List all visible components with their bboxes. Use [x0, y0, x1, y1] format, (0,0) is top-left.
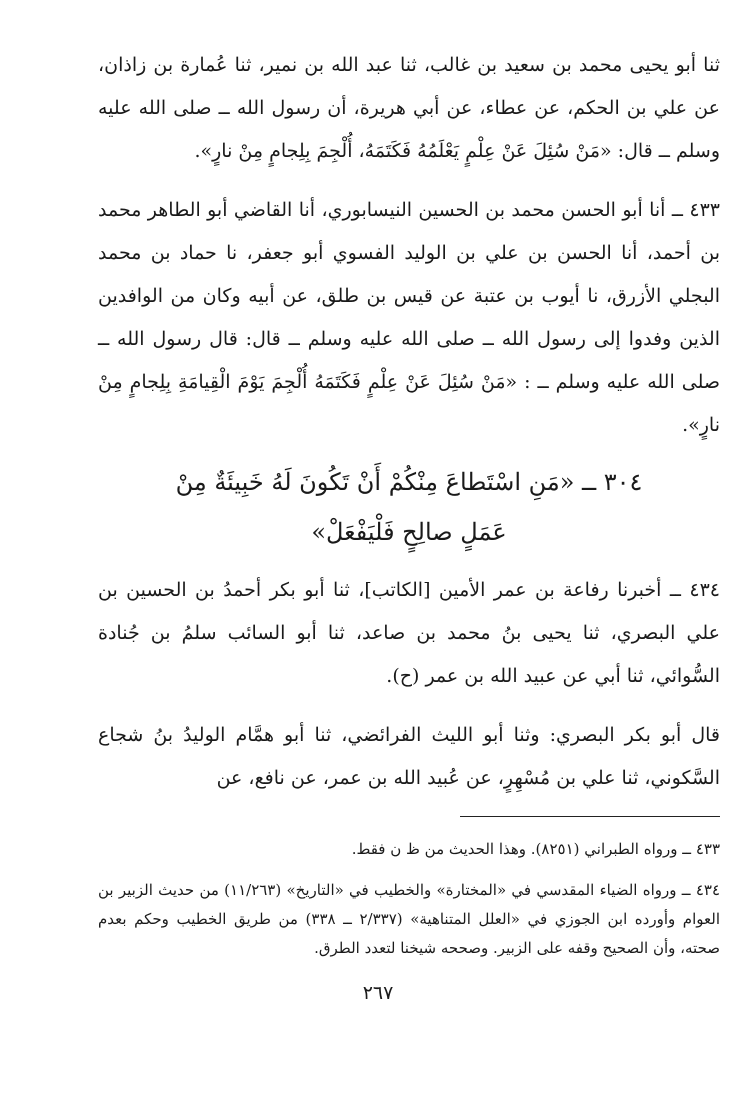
paragraph-hadith-continued: ثنا أبو يحيى محمد بن سعيد بن غالب، ثنا عبد الله بن نمير، ثنا عُمارة بن زاذان، عن علي بن الحكم، عن عطاء، عن أبي هريرة، أن رسول الله ــ صلى الله عليه وسلم ــ قال: «مَنْ سُئِلَ عَنْ عِلْمٍ يَعْلَمُهُ فَكَتَمَهُ، أُلْجِمَ بِلِجامٍ مِنْ نارٍ».: [98, 54, 720, 162]
section-heading-304: [98, 457, 720, 557]
page-body: [98, 44, 720, 963]
section-heading-line-2: عَمَلٍ صالِحٍ فَلْيَفْعَلْ»: [311, 518, 507, 546]
page-number: ٢٦٧: [362, 982, 394, 1004]
footnote-433: ٤٣٣ ــ ورواه الطبراني (٨٢٥١). وهذا الحديث من ظ ن فقط.: [351, 840, 720, 858]
footnote-434: ٤٣٤ ــ ورواه الضياء المقدسي في «المختارة» والخطيب في «التاريخ» (١١/٢٦٣) من حديث الزبير بن العوام وأورده ابن الجوزي في «العلل المتناهية» (٢/٣٣٧ ــ ٣٣٨) من طريق الخطيب وحكم بعدم صحته، وأن الصحيح وقفه على الزبير. وصححه شيخنا لتعدد الطرق.: [98, 881, 720, 957]
paragraph-isnad-basri: قال أبو بكر البصري: وثنا أبو الليث الفرائضي، ثنا أبو همَّام الوليدُ بنُ شجاع السَّكوني، ثنا علي بن مُسْهِرٍ، عن عُبيد الله بن عمر، عن نافع، عن: [98, 724, 720, 789]
paragraph-hadith-434: ٤٣٤ ــ أخبرنا رفاعة بن عمر الأمين [الكاتب]، ثنا أبو بكر أحمدُ بن الحسين بن علي البصري، ثنا يحيى بنُ محمد بن صاعد، ثنا أبو السائب سلمُ بن جُنادة السُّوائي، ثنا أبي عن عبيد الله بن عمر (ح).: [98, 579, 720, 687]
section-heading-line-1: ٣٠٤ ــ «مَنِ اسْتَطاعَ مِنْكُمْ أَنْ تَكُونَ لَهُ خَبِيئَةٌ مِنْ: [175, 468, 643, 496]
paragraph-hadith-433: ٤٣٣ ــ أنا أبو الحسن محمد بن الحسين النيسابوري، أنا القاضي أبو الطاهر محمد بن أحمد، أنا الحسن بن علي بن الوليد الفسوي أبو جعفر، نا حماد بن محمد البجلي الأزرق، نا أيوب بن عتبة عن قيس بن طلق، عن أبيه وكان من الوافدين الذين وفدوا إلى رسول الله ــ صلى الله عليه وسلم ــ قال: قال رسول الله ــ صلى الله عليه وسلم ــ : «مَنْ سُئِلَ عَنْ عِلْمٍ فَكَتَمَهُ أُلْجِمَ يَوْمَ الْقِيامَةِ بِلِجامٍ مِنْ نارٍ».: [98, 199, 720, 436]
footnote-separator: [460, 816, 720, 817]
